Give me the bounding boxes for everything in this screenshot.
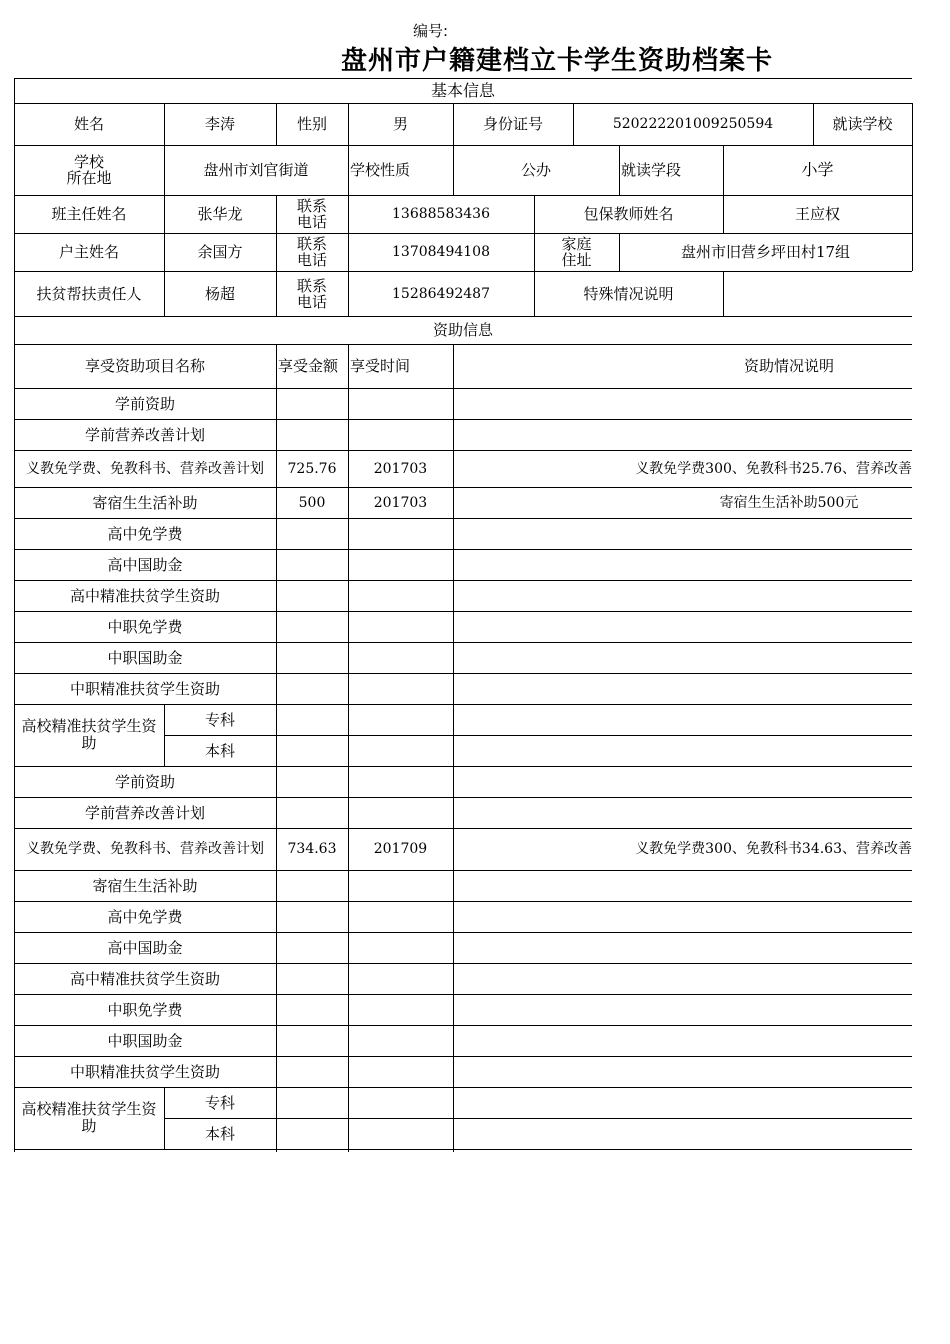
aid-note [453,870,950,901]
head-teacher-label: 班主任姓名 [51,205,127,223]
number-label: 编号: [413,22,449,40]
aid-header-item: 享受资助项目名称 [84,357,205,375]
householder-label: 户主姓名 [58,243,119,261]
aid-note [453,419,950,450]
special-label: 特殊情况说明 [583,284,674,303]
aid-note [453,704,950,735]
aid-item: 学前营养改善计划 [84,425,205,444]
school-type-label: 学校性质 [350,161,411,179]
aid-item: 高中免学费 [107,907,183,926]
aid-note [453,1025,950,1056]
aid-amount [276,932,348,963]
aid-amount [276,580,348,611]
aid-note [453,735,950,766]
aid-time [348,932,453,963]
guarantee-teacher-value: 王应权 [794,205,840,223]
aid-amount [276,611,348,642]
head-teacher-value: 张华龙 [197,205,243,223]
aid-amount [276,766,348,797]
aid-item: 中职国助金 [107,1031,183,1050]
aid-note [453,1087,950,1118]
aid-time [348,735,453,766]
aid-item: 寄宿生生活补助 [92,493,198,512]
aid-item: 本科 [204,1124,235,1143]
address-label [534,233,619,271]
aid-note [453,766,950,797]
name-label: 姓名 [73,115,104,133]
aid-note [453,611,950,642]
aid-note [453,673,950,704]
aid-item: 高中精准扶贫学生资助 [69,969,220,988]
address-label-line2: 住址 [561,251,592,269]
aid-item: 中职免学费 [107,1000,183,1019]
aid-time [348,870,453,901]
aid-amount [276,419,348,450]
aid-note: 寄宿生生活补助500元 [719,494,859,511]
aid-time: 201703 [373,494,428,511]
archive-card-table [14,78,912,1152]
aid-time [348,518,453,549]
special-value [723,271,912,316]
helper-value: 杨超 [204,284,235,303]
aid-time [348,1118,453,1149]
aid-time [348,1087,453,1118]
aid-note [453,901,950,932]
guarantee-teacher-label: 包保教师姓名 [583,205,674,223]
aid-time [348,673,453,704]
address-value: 盘州市旧营乡坪田村17组 [680,243,851,261]
aid-note [453,994,950,1025]
head-teacher-phone-value: 13688583436 [392,206,490,222]
aid-group-label: 高校精准扶贫学生资助 [21,717,157,752]
aid-header-time: 享受时间 [350,357,411,375]
aid-item: 高中国助金 [107,938,183,957]
aid-time [348,611,453,642]
phone-label-line2: 电话 [296,251,327,269]
school-location-label [14,145,164,195]
aid-amount [276,1025,348,1056]
aid-item: 学前资助 [114,772,175,791]
aid-time [348,704,453,735]
aid-amount [276,901,348,932]
aid-amount [276,870,348,901]
aid-note [453,642,950,673]
aid-item: 专科 [204,710,235,729]
aid-item: 中职精准扶贫学生资助 [69,679,220,698]
aid-item: 学前营养改善计划 [84,803,205,822]
aid-time [348,963,453,994]
aid-amount [276,704,348,735]
page-title: 盘州市户籍建档立卡学生资助档案卡 [341,46,774,76]
aid-item: 义教免学费、免教科书、营养改善计划 [26,460,264,477]
aid-item: 中职免学费 [107,617,183,636]
aid-time [348,797,453,828]
aid-time [348,388,453,419]
gender-value: 男 [392,115,408,133]
aid-note [453,963,950,994]
aid-time [348,549,453,580]
aid-amount [276,963,348,994]
aid-amount [276,673,348,704]
aid-item: 寄宿生生活补助 [92,876,198,895]
aid-time [348,419,453,450]
householder-phone-label [276,233,348,271]
basic-info-heading: 基本信息 [430,80,495,100]
aid-header-amount: 享受金额 [278,357,339,375]
aid-group-label: 高校精准扶贫学生资助 [21,1100,157,1135]
id-label: 身份证号 [482,115,543,133]
aid-time: 201703 [373,460,428,477]
aid-time [348,1025,453,1056]
aid-time [348,901,453,932]
aid-amount [276,994,348,1025]
aid-header-note: 资助情况说明 [743,357,834,375]
aid-amount [276,735,348,766]
aid-item: 中职国助金 [107,648,183,667]
aid-note: 义教免学费300、免教科书25.76、营养改善 [635,460,912,477]
householder-value: 余国方 [197,243,243,261]
helper-phone-label [276,271,348,316]
aid-time [348,1056,453,1087]
phone-label-line2: 电话 [296,292,327,311]
school-location-label-line1: 学校 [73,153,104,171]
aid-item: 专科 [204,1093,235,1112]
aid-amount: 734.63 [287,841,337,857]
aid-note [453,1118,950,1149]
school-location-label-line2: 所在地 [66,169,112,187]
aid-note [453,549,950,580]
aid-amount: 725.76 [287,460,337,477]
aid-item: 义教免学费、免教科书、营养改善计划 [26,841,264,857]
aid-note [453,388,950,419]
phone-label-line1: 联系 [296,197,327,215]
aid-item: 本科 [204,741,235,760]
aid-amount [276,388,348,419]
school-label: 就读学校 [832,115,893,133]
aid-amount [276,797,348,828]
aid-amount [276,642,348,673]
aid-time [348,766,453,797]
aid-amount [276,518,348,549]
aid-note [453,518,950,549]
stage-value: 小学 [801,160,834,179]
aid-amount [276,1056,348,1087]
aid-amount [276,549,348,580]
aid-time: 201709 [373,841,428,857]
phone-label-line1: 联系 [296,276,327,295]
aid-amount [276,1087,348,1118]
aid-amount [276,1118,348,1149]
householder-phone-value: 13708494108 [392,244,490,260]
aid-item: 学前资助 [114,394,175,413]
aid-amount: 500 [298,494,326,511]
aid-note [453,1056,950,1087]
name-value: 李涛 [204,115,235,133]
aid-item: 高中精准扶贫学生资助 [69,586,220,605]
stage-label: 就读学段 [621,161,682,179]
aid-info-heading: 资助信息 [432,321,493,339]
head-teacher-phone-label [276,195,348,233]
aid-time [348,580,453,611]
aid-note: 义教免学费300、免教科书34.63、营养改善 [635,841,912,857]
phone-label-line1: 联系 [296,235,327,253]
aid-time [348,642,453,673]
aid-time [348,994,453,1025]
helper-phone-value: 15286492487 [392,285,490,302]
school-location-value: 盘州市刘官街道 [203,161,309,179]
aid-note [453,797,950,828]
id-value: 520222201009250594 [612,116,774,132]
address-label-line1: 家庭 [561,235,592,253]
aid-note [453,932,950,963]
aid-item: 中职精准扶贫学生资助 [69,1062,220,1081]
aid-note [453,580,950,611]
gender-label: 性别 [296,115,327,133]
helper-label: 扶贫帮扶责任人 [36,284,142,303]
aid-item: 高中免学费 [107,524,183,543]
school-type-value: 公办 [520,161,551,179]
phone-label-line2: 电话 [296,213,327,231]
aid-item: 高中国助金 [107,555,183,574]
